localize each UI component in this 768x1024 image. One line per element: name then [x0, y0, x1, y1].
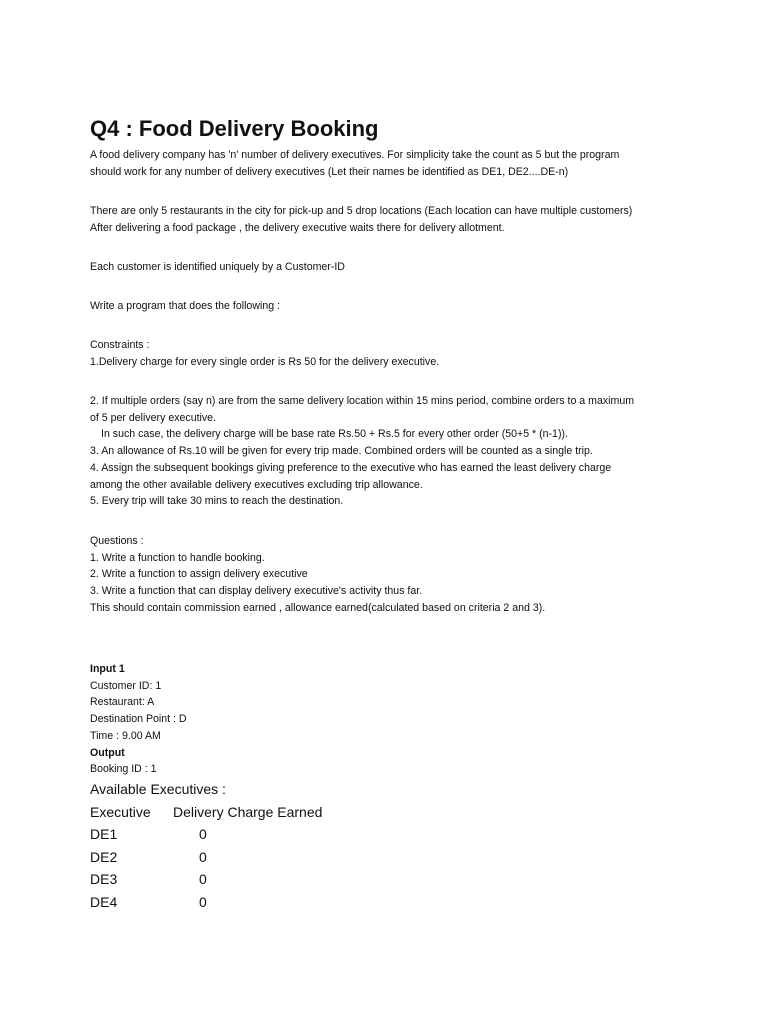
output-booking: Booking ID : 1	[90, 763, 157, 776]
input-heading: Input 1	[90, 663, 125, 675]
restaurants-paragraph	[90, 203, 690, 236]
customer-id-paragraph	[90, 259, 690, 276]
page-title: Q4 : Food Delivery Booking	[90, 116, 379, 141]
question-1: 1. Write a function to handle booking.	[90, 551, 265, 564]
input-restaurant: Restaurant: A	[90, 696, 155, 709]
intro-line-2: should work for any number of delivery executives (Let their names be identified as DE1, DE2....DE-n)	[90, 165, 569, 178]
question-3: 3. Write a function that can display delivery executive's activity thus far.	[90, 585, 423, 598]
question-2: 2. Write a function to assign delivery executive	[90, 568, 308, 581]
restaurants-line-2: After delivering a food package , the delivery executive waits there for delivery allotment.	[90, 221, 505, 234]
header-delivery-charge: Delivery Charge Earned	[173, 803, 323, 820]
constraints-block-1	[90, 337, 690, 370]
constraint-2a: 2. If multiple orders (say n) are from the same delivery location within 15 mins period, combine orders to a maximum	[90, 395, 635, 407]
questions-block	[90, 533, 690, 617]
program-paragraph	[90, 298, 690, 315]
output-heading: Output	[90, 746, 125, 759]
intro-paragraph	[90, 147, 690, 180]
constraint-1: 1.Delivery charge for every single order is Rs 50 for the delivery executive.	[90, 355, 440, 368]
constraint-5: 5. Every trip will take 30 mins to reach the destination.	[90, 495, 344, 508]
questions-heading: Questions :	[90, 535, 144, 547]
row-executive: DE3	[90, 871, 118, 887]
row-executive: DE2	[90, 848, 118, 865]
row-charge: 0	[199, 893, 207, 910]
available-heading: Available Executives :	[90, 781, 226, 797]
restaurants-line-1: There are only 5 restaurants in the city for pick-up and 5 drop locations (Each location can have multiple customers)	[90, 205, 633, 217]
row-charge: 0	[199, 826, 207, 842]
example-block	[90, 661, 690, 778]
row-executive: DE1	[90, 826, 118, 842]
input-time: Time : 9.00 AM	[90, 729, 161, 742]
input-customer: Customer ID: 1	[90, 679, 162, 692]
constraint-4b: among the other available delivery executives excluding trip allowance.	[90, 478, 423, 491]
intro-line-1: A food delivery company has 'n' number of delivery executives. For simplicity take the count as 5 but the program	[90, 149, 620, 161]
row-charge: 0	[199, 848, 207, 865]
program-line: Write a program that does the following :	[90, 300, 280, 312]
customer-id-line: Each customer is identified uniquely by a Customer-ID	[90, 261, 345, 273]
question-note: This should contain commission earned , allowance earned(calculated based on criteria 2 and 3).	[90, 601, 546, 614]
constraint-4a: 4. Assign the subsequent bookings giving preference to the executive who has earned the least delivery charge	[90, 461, 612, 474]
input-destination: Destination Point : D	[90, 713, 187, 726]
constraints-block-2	[90, 393, 690, 510]
constraint-3: 3. An allowance of Rs.10 will be given for every trip made. Combined orders will be counted as a single trip.	[90, 445, 593, 458]
constraint-2c: In such case, the delivery charge will be base rate Rs.50 + Rs.5 for every other order (50+5 * (n-1)).	[101, 428, 568, 441]
row-charge: 0	[199, 871, 207, 887]
constraint-2b: of 5 per delivery executive.	[90, 411, 217, 424]
header-executive: Executive	[90, 803, 151, 820]
row-executive: DE4	[90, 893, 118, 910]
constraints-heading: Constraints :	[90, 339, 150, 351]
